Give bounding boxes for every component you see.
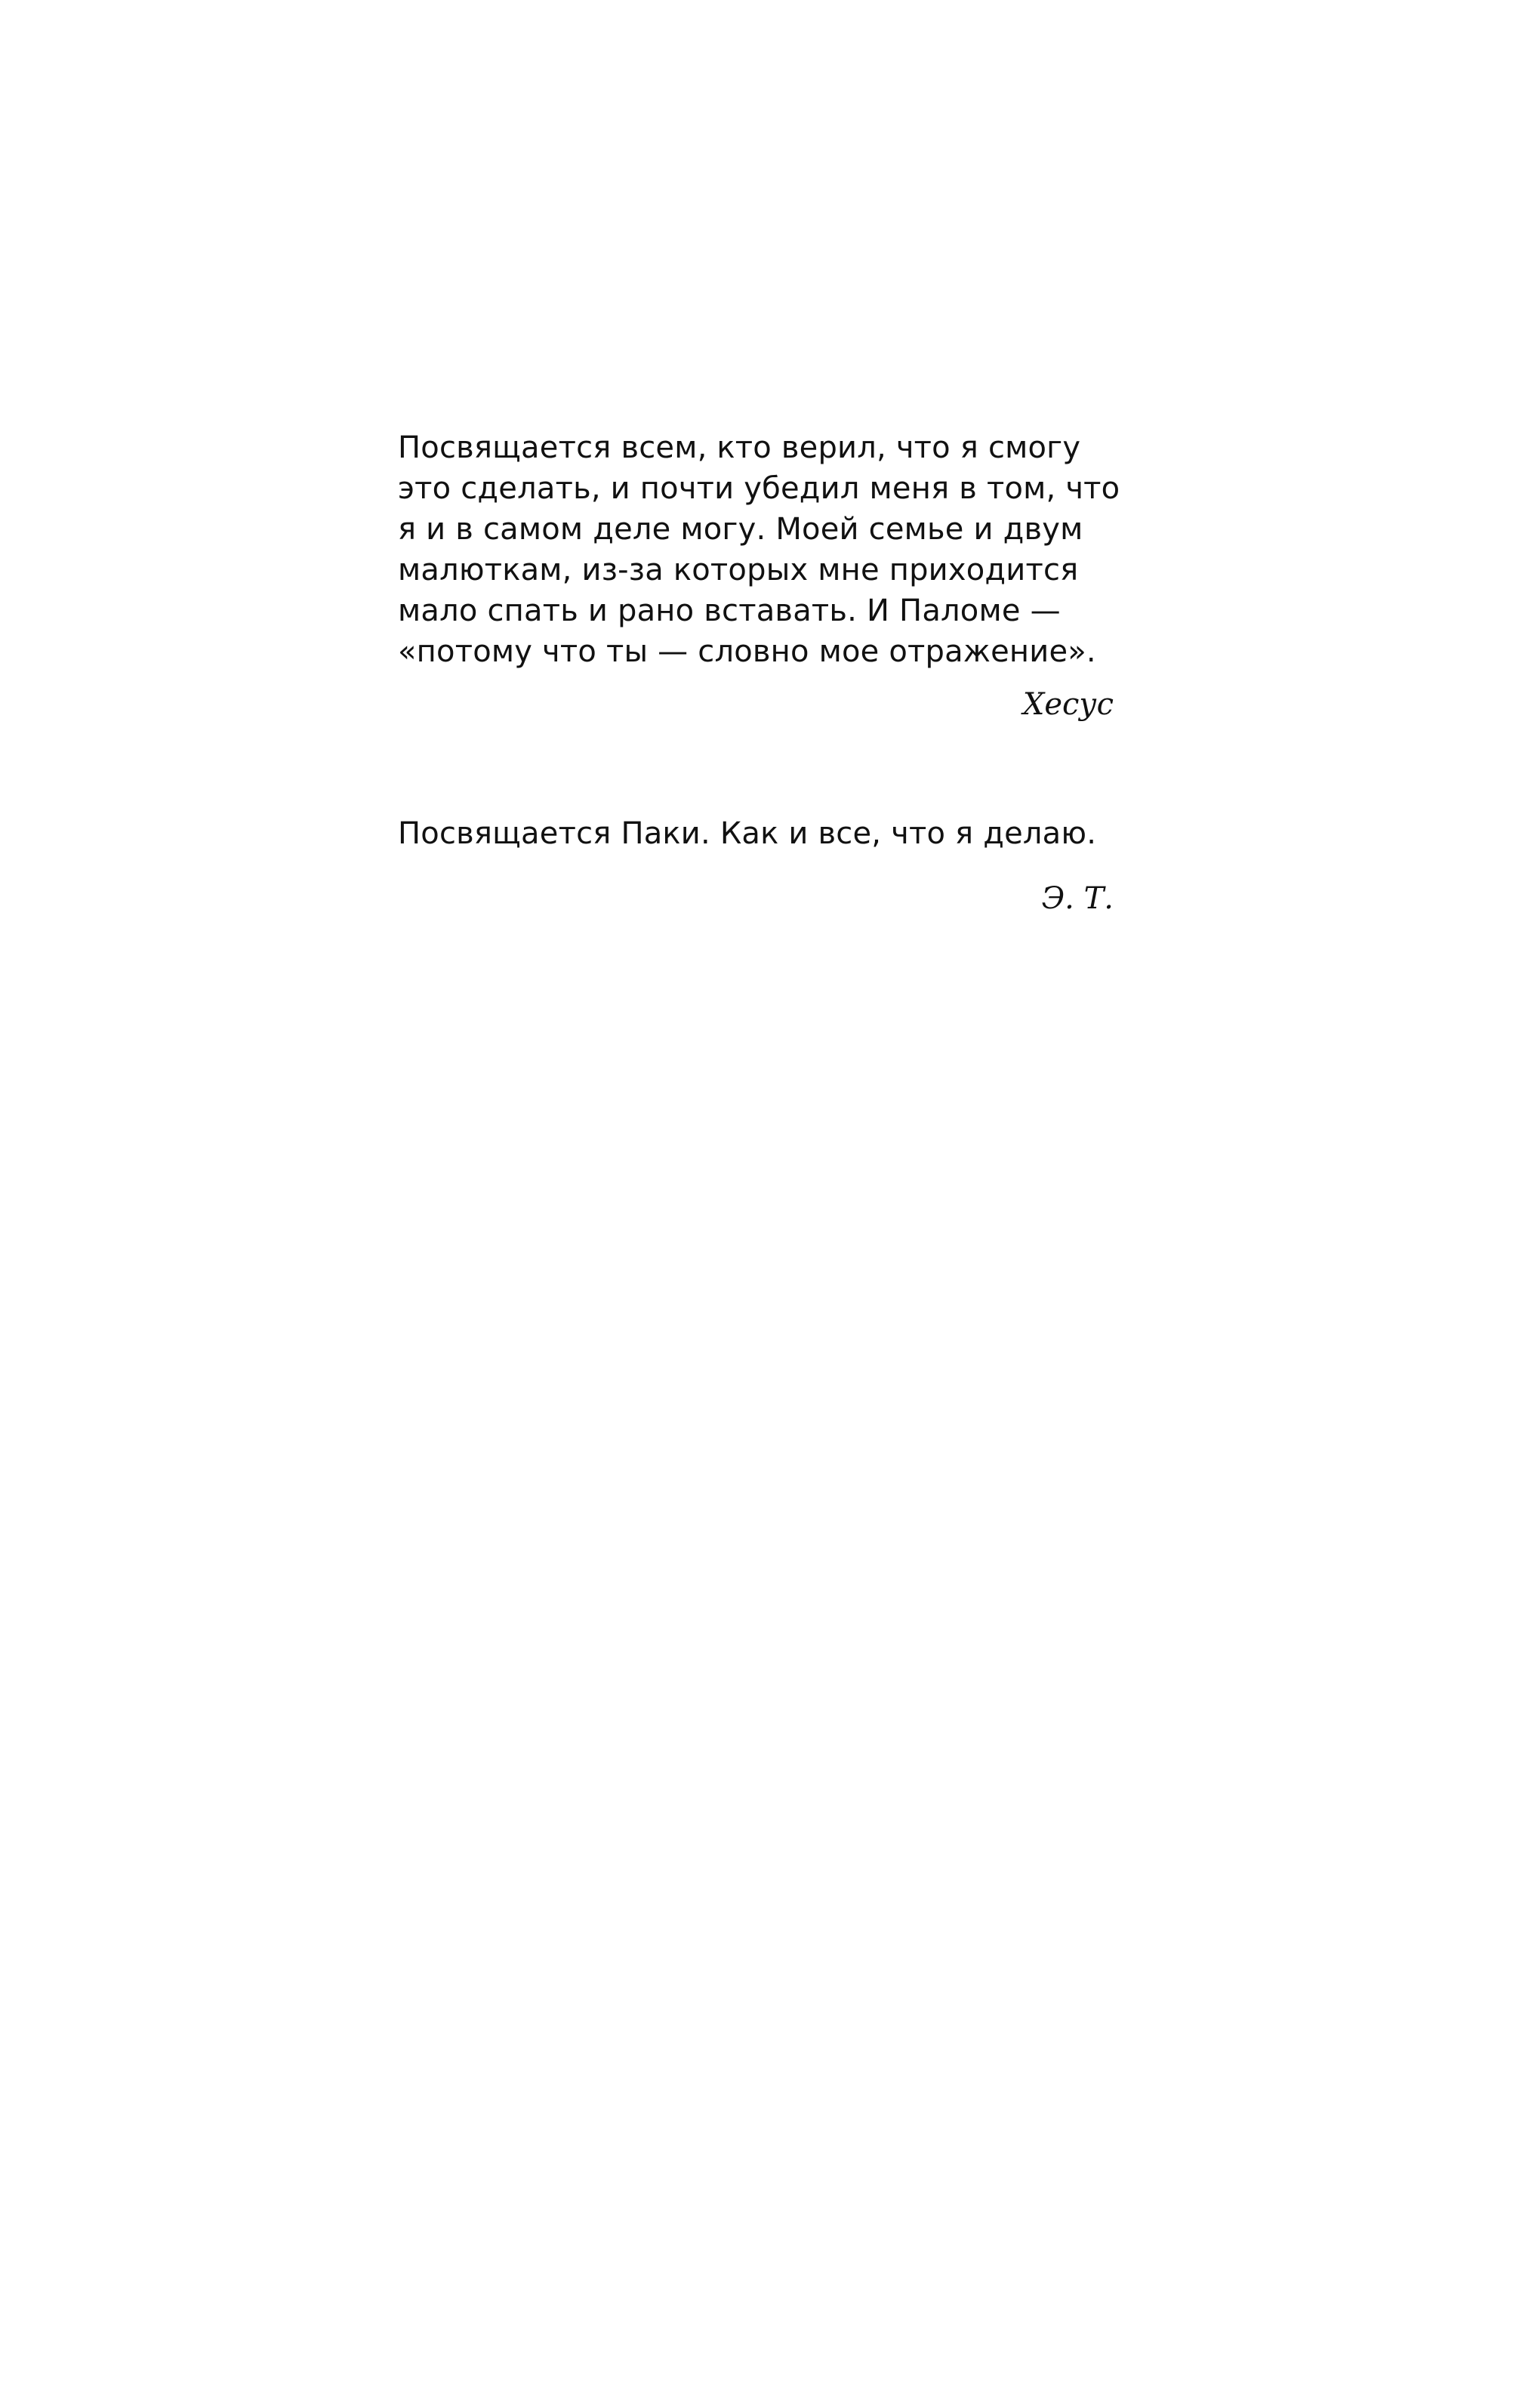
dedication-line: я и в самом деле могу. Моей семье и двум xyxy=(398,512,1083,547)
dedication-signature: Э. Т. xyxy=(1041,881,1114,916)
dedication-line: это сделать, и почти убедил меня в том, что xyxy=(398,471,1120,506)
dedication-line: Посвящается Паки. Как и все, что я делаю. xyxy=(398,816,1097,851)
dedication-line: мало спать и рано вставать. И Паломе — xyxy=(398,594,1061,628)
dedication-line: малюткам, из-за которых мне приходится xyxy=(398,553,1079,587)
dedication-line: «потому что ты — словно мое отражение». xyxy=(398,634,1096,669)
dedication-signature: Хесус xyxy=(1022,687,1114,722)
dedication-et xyxy=(398,813,1115,919)
dedication-line: Посвящается всем, кто верил, что я смогу xyxy=(398,430,1081,465)
dedication-jesus xyxy=(398,427,1120,725)
